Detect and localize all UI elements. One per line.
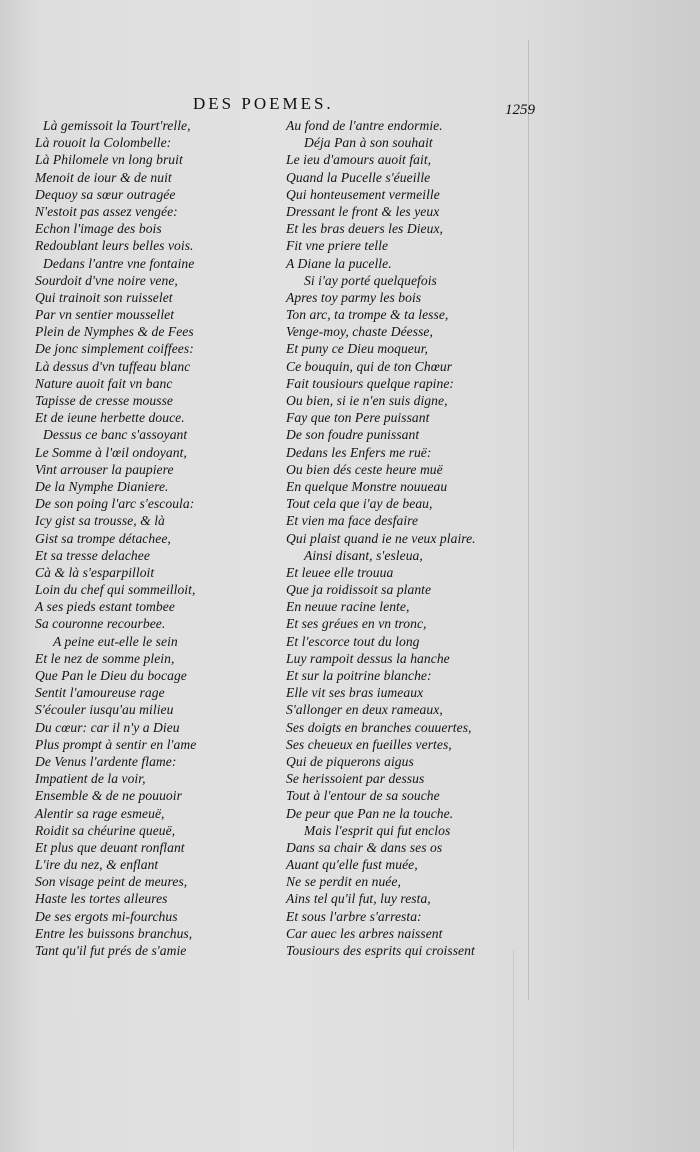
verse-line: Et de ieune herbette douce. xyxy=(35,410,185,426)
verse-line: Qui plaist quand ie ne veux plaire. xyxy=(286,530,476,546)
verse-line: Sourdoit d'vne noire vene, xyxy=(35,272,178,288)
verse-line: De son foudre punissant xyxy=(286,427,420,443)
verse-line: Entre les buissons branchus, xyxy=(35,925,193,941)
left-verse-column xyxy=(35,117,275,959)
verse-line: Là dessus d'vn tuffeau blanc xyxy=(35,358,191,374)
verse-line: Sa couronne recourbee. xyxy=(35,616,166,632)
verse-line: Ou bien, si ie n'en suis digne, xyxy=(286,393,448,408)
verse-line: Là gemissoit la Tourt'relle, xyxy=(43,118,191,133)
verse-line: Et l'escorce tout du long xyxy=(286,633,420,649)
verse-line: Ses cheueux en fueilles vertes, xyxy=(286,736,452,752)
verse-line: Menoit de iour & de nuit xyxy=(35,169,172,185)
verse-line: En quelque Monstre nouueau xyxy=(286,478,448,494)
verse-line: Là Philomele vn long bruit xyxy=(35,152,183,168)
verse-line: Haste les tortes alleures xyxy=(35,891,168,907)
running-header: DES POEMES. xyxy=(193,94,334,113)
verse-line: Fay que ton Pere puissant xyxy=(286,410,430,426)
verse-line: Gist sa trompe détachee, xyxy=(35,530,171,546)
verse-line: L'ire du nez, & enflant xyxy=(35,857,159,873)
verse-line: Ains tel qu'il fut, luy resta, xyxy=(286,891,431,907)
verse-line: Du cœur: car il n'y a Dieu xyxy=(35,719,180,735)
verse-line: De ses ergots mi-fourchus xyxy=(35,908,178,924)
verse-line: Ensemble & de ne pouuoir xyxy=(35,788,182,804)
verse-line: Ce bouquin, qui de ton Chœur xyxy=(286,358,453,374)
verse-line: Venge-moy, chaste Déesse, xyxy=(286,324,433,340)
verse-line: Et ses gréues en vn tronc, xyxy=(286,616,427,632)
verse-line: Et leuee elle trouua xyxy=(286,564,394,580)
verse-line: Tout à l'entour de sa souche xyxy=(286,788,440,804)
verse-line: Ou bien dés ceste heure muë xyxy=(286,461,443,477)
verse-line: Plus prompt à sentir en l'ame xyxy=(35,736,197,752)
verse-line: De son poing l'arc s'escoula: xyxy=(35,496,195,512)
verse-line: Qui honteusement vermeille xyxy=(286,186,440,202)
verse-line: Se herissoient par dessus xyxy=(286,771,425,787)
verse-line: Dans sa chair & dans ses os xyxy=(286,839,443,855)
verse-line: Tout cela que i'ay de beau, xyxy=(286,496,433,512)
verse-line: N'estoit pas assez vengée: xyxy=(35,203,178,219)
verse-line: Son visage peint de meures, xyxy=(35,874,188,890)
verse-line: Et sur la poitrine blanche: xyxy=(286,668,432,683)
verse-line: Tousiours des esprits qui croissent xyxy=(286,943,475,958)
verse-line: En neuue racine lente, xyxy=(286,599,410,615)
verse-line: Icy gist sa trousse, & là xyxy=(35,513,165,529)
verse-line: Et les bras deuers les Dieux, xyxy=(286,221,443,237)
verse-line: Par vn sentier moussellet xyxy=(35,307,175,323)
verse-line: Le Somme à l'œil ondoyant, xyxy=(35,444,187,460)
verse-line: Plein de Nymphes & de Fees xyxy=(35,324,194,340)
verse-line: Tant qu'il fut prés de s'amie xyxy=(35,943,187,958)
verse-line: Alentir sa rage esmeuë, xyxy=(35,805,165,821)
page-number: 1259 xyxy=(505,102,535,118)
verse-line: Quand la Pucelle s'éueille xyxy=(286,169,431,185)
verse-line: Ainsi disant, s'esleua, xyxy=(304,547,423,563)
verse-line: Et le nez de somme plein, xyxy=(35,650,175,666)
verse-line: De peur que Pan ne la touche. xyxy=(286,805,454,821)
verse-line: Et puny ce Dieu moqueur, xyxy=(286,341,429,357)
verse-line: Dedans l'antre vne fontaine xyxy=(43,255,195,271)
verse-line: S'allonger en deux rameaux, xyxy=(286,702,443,718)
verse-line: Fait tousiours quelque rapine: xyxy=(286,375,455,391)
verse-line: Roidit sa chéurine queuë, xyxy=(35,822,176,838)
verse-line: Ton arc, ta trompe & ta lesse, xyxy=(286,307,449,323)
verse-line: De Venus l'ardente flame: xyxy=(35,753,177,769)
verse-line: Loin du chef qui sommeilloit, xyxy=(35,582,196,598)
verse-line: Et sa tresse delachee xyxy=(35,547,150,563)
verse-line: Echon l'image des bois xyxy=(35,221,162,237)
verse-line: Apres toy parmy les bois xyxy=(286,289,422,305)
verse-line: Qui trainoit son ruisselet xyxy=(35,289,173,305)
verse-line: Au fond de l'antre endormie. xyxy=(286,118,443,133)
verse-line: A Diane la pucelle. xyxy=(286,255,392,271)
verse-line: Ne se perdit en nuée, xyxy=(286,874,401,890)
verse-line: Redoublant leurs belles vois. xyxy=(35,238,194,254)
verse-line: Luy rampoit dessus la hanche xyxy=(286,650,450,666)
verse-line: A peine eut-elle le sein xyxy=(53,633,178,649)
verse-line: Cà & là s'esparpilloit xyxy=(35,564,155,580)
page-fold-line xyxy=(528,40,529,1000)
verse-line: A ses pieds estant tombee xyxy=(35,599,175,615)
verse-line: De la Nymphe Dianiere. xyxy=(35,478,169,494)
verse-line: Que Pan le Dieu du bocage xyxy=(35,668,187,683)
right-verse-column xyxy=(286,117,516,959)
verse-line: Dessus ce banc s'assoyant xyxy=(43,427,188,443)
verse-line: Dedans les Enfers me ruë: xyxy=(286,444,432,460)
verse-line: Dressant le front & les yeux xyxy=(286,203,440,219)
verse-line: Qui de piquerons aigus xyxy=(286,753,414,769)
verse-line: Tapisse de cresse mousse xyxy=(35,393,174,408)
verse-line: Là rouoit la Colombelle: xyxy=(35,135,172,151)
verse-line: Que ja roidissoit sa plante xyxy=(286,582,432,598)
verse-line: Elle vit ses bras iumeaux xyxy=(286,685,424,701)
verse-line: Sentit l'amoureuse rage xyxy=(35,685,165,701)
verse-line: Auant qu'elle fust muée, xyxy=(286,857,418,873)
verse-line: Dequoy sa sœur outragée xyxy=(35,186,176,202)
verse-line: Le ieu d'amours auoit fait, xyxy=(286,152,432,168)
verse-line: Déja Pan à son souhait xyxy=(304,135,433,151)
verse-line: De jonc simplement coiffees: xyxy=(35,341,194,357)
verse-line: Vint arrouser la paupiere xyxy=(35,461,174,477)
verse-line: Et vien ma face desfaire xyxy=(286,513,419,529)
verse-line: Impatient de la voir, xyxy=(35,771,146,787)
verse-line: Et sous l'arbre s'arresta: xyxy=(286,908,422,924)
verse-line: Ses doigts en branches couuertes, xyxy=(286,719,472,735)
verse-line: Fit vne priere telle xyxy=(286,238,389,254)
verse-line: S'écouler iusqu'au milieu xyxy=(35,702,174,718)
verse-line: Car auec les arbres naissent xyxy=(286,925,443,941)
verse-line: Mais l'esprit qui fut enclos xyxy=(304,822,451,838)
verse-line: Nature auoit fait vn banc xyxy=(35,375,173,391)
verse-line: Si i'ay porté quelquefois xyxy=(304,272,437,288)
verse-line: Et plus que deuant ronflant xyxy=(35,839,185,855)
page-fold-line-lower xyxy=(513,950,514,1150)
